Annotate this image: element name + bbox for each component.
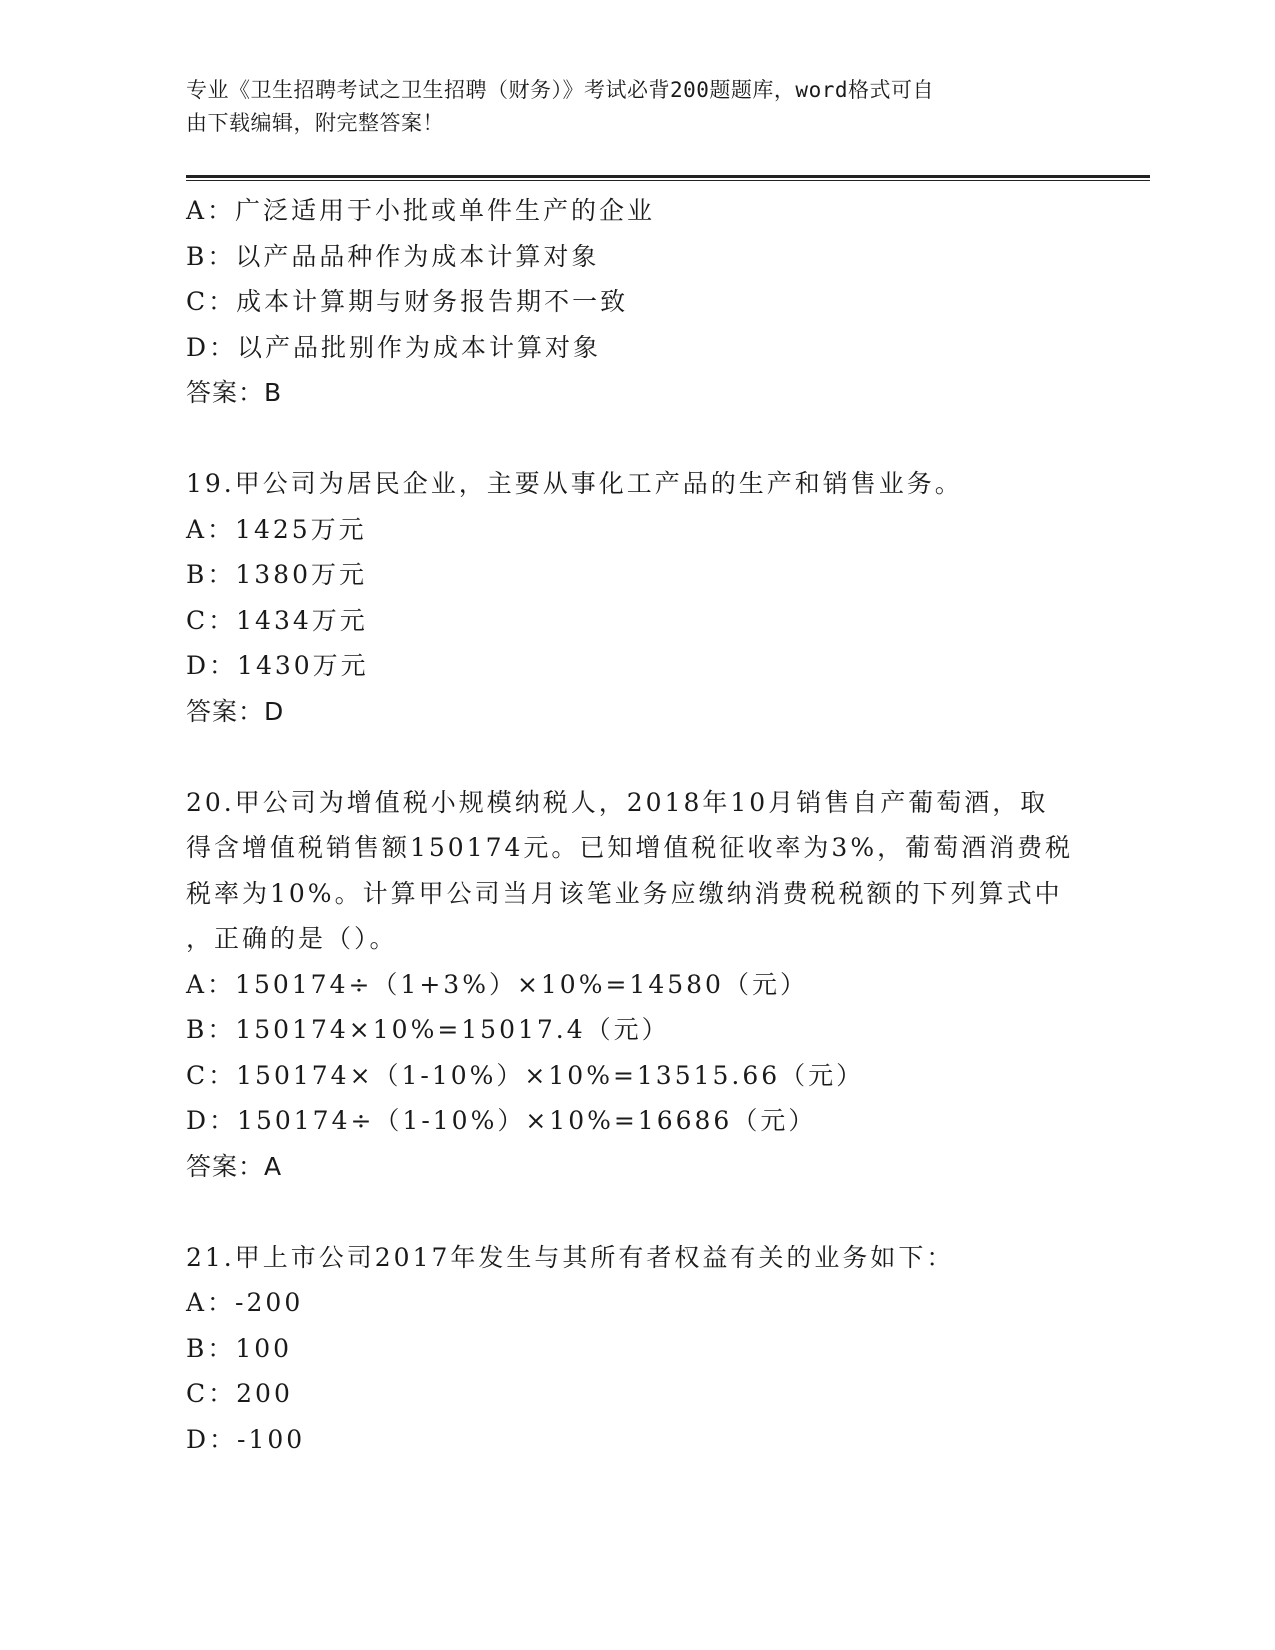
option-a: A：1425万元 <box>186 514 367 544</box>
question-stem-line-4: ，正确的是（）。 <box>186 924 398 953</box>
question-21 <box>186 1235 1086 1463</box>
option-d: D：以产品批别作为成本计算对象 <box>186 332 602 362</box>
spacer <box>186 1189 1086 1235</box>
header-divider-thick <box>186 175 1150 178</box>
option-a: A：广泛适用于小批或单件生产的企业 <box>186 196 656 225</box>
question-stem: 21.甲上市公司2017年发生与其所有者权益有关的业务如下： <box>186 1242 955 1272</box>
spacer <box>186 734 1086 780</box>
question-stem-line-3: 税率为10%。计算甲公司当月该笔业务应缴纳消费税税额的下列算式中 <box>186 878 1063 908</box>
option-c: C：150174×（1-10%）×10%=13515.66（元） <box>186 1060 865 1090</box>
header-line-2: 由下载编辑，附完整答案！ <box>186 111 444 135</box>
option-b: B：以产品品种作为成本计算对象 <box>186 241 600 271</box>
spacer <box>186 416 1086 462</box>
question-content <box>186 188 1086 1462</box>
document-header <box>186 74 1076 140</box>
question-18 <box>186 188 1086 416</box>
option-d: D：1430万元 <box>186 651 369 680</box>
header-divider-thin <box>186 180 1150 181</box>
question-stem-line-2: 得含增值税销售额150174元。已知增值税征收率为3%，葡萄酒消费税 <box>186 833 1074 862</box>
question-20 <box>186 780 1086 1190</box>
option-b: B：1380万元 <box>186 560 367 589</box>
answer-label: 答案：D <box>186 696 285 726</box>
option-a: A：-200 <box>186 1288 304 1317</box>
option-b: B：150174×10%=15017.4（元） <box>186 1015 670 1044</box>
option-d: D：-100 <box>186 1424 306 1454</box>
option-a: A：150174÷（1+3%）×10%=14580（元） <box>186 969 808 999</box>
option-d: D：150174÷（1-10%）×10%=16686（元） <box>186 1106 817 1135</box>
question-stem-line-1: 20.甲公司为增值税小规模纳税人，2018年10月销售自产葡萄酒，取 <box>186 787 1049 817</box>
answer-label: 答案：A <box>186 1151 283 1181</box>
question-19 <box>186 461 1086 734</box>
answer-label: 答案：B <box>186 378 283 407</box>
option-c: C：1434万元 <box>186 605 368 635</box>
option-b: B：100 <box>186 1333 293 1363</box>
header-line-1: 专业《卫生招聘考试之卫生招聘（财务）》考试必背200题题库，word格式可自 <box>186 78 934 102</box>
option-c: C：200 <box>186 1379 293 1408</box>
option-c: C：成本计算期与财务报告期不一致 <box>186 287 629 316</box>
question-stem: 19.甲公司为居民企业，主要从事化工产品的生产和销售业务。 <box>186 469 963 498</box>
